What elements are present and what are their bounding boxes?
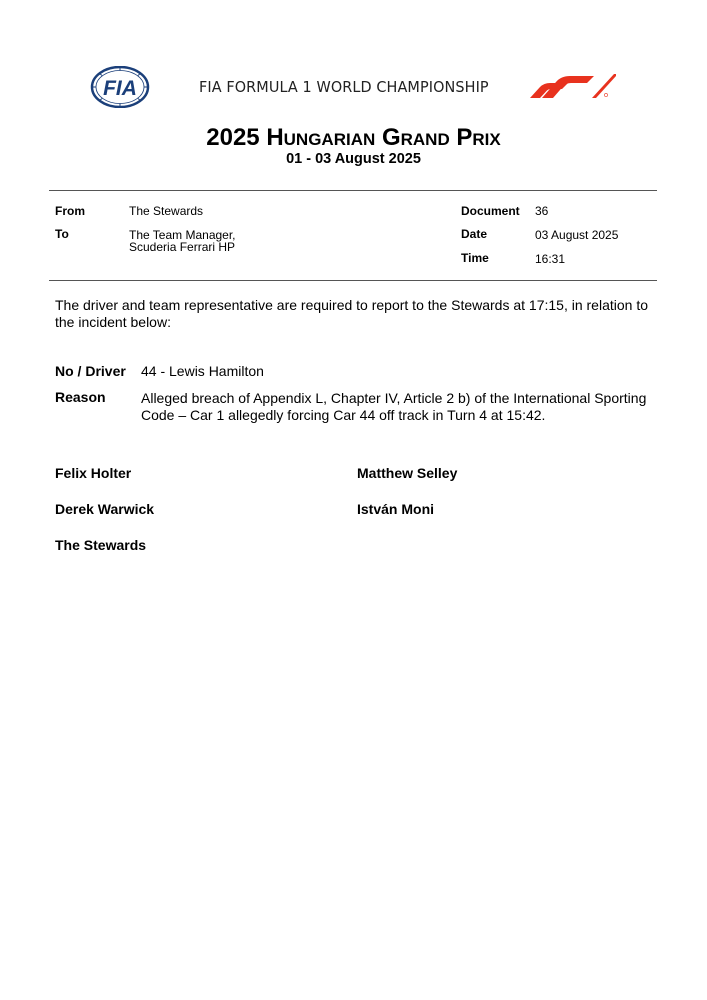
to-value-line1: The Team Manager, xyxy=(129,228,236,242)
intro-paragraph: The driver and team representative are required to report to the Stewards at 17:15, in relation to the incident below: xyxy=(55,297,648,330)
bottom-divider xyxy=(49,280,657,281)
date-label: Date xyxy=(461,227,488,241)
driver-label: No / Driver xyxy=(55,363,126,379)
date-value: 03 August 2025 xyxy=(535,228,619,242)
top-divider xyxy=(49,190,657,191)
event-title: 2025 Hungarian Grand Prix xyxy=(206,124,501,151)
steward-name: István Moni xyxy=(357,501,435,517)
reason-value: Alleged breach of Appendix L, Chapter IV, Article 2 b) of the International Sporting Code – Car 1 allegedly forcing Car 44 off track in Turn 4 at 15:42. xyxy=(141,390,647,423)
reason-label: Reason xyxy=(55,389,106,405)
document-label: Document xyxy=(461,204,520,218)
document-value: 36 xyxy=(535,204,549,218)
time-value: 16:31 xyxy=(535,252,566,266)
from-label: From xyxy=(55,204,85,218)
fia-logo-text: FIA xyxy=(103,77,137,100)
time-label: Time xyxy=(461,251,489,265)
f1-logo-icon xyxy=(530,74,616,98)
steward-name: Derek Warwick xyxy=(55,501,155,517)
to-label: To xyxy=(55,227,69,241)
to-value-line2: Scuderia Ferrari HP xyxy=(129,240,236,254)
steward-name: Matthew Selley xyxy=(357,465,458,481)
event-dates: 01 - 03 August 2025 xyxy=(286,151,421,167)
steward-name: Felix Holter xyxy=(55,465,132,481)
stewards-footer: The Stewards xyxy=(55,537,147,553)
championship-title: FIA FORMULA 1 WORLD CHAMPIONSHIP xyxy=(199,78,489,96)
fia-logo-icon xyxy=(90,66,150,108)
driver-value: 44 - Lewis Hamilton xyxy=(141,363,264,379)
from-value: The Stewards xyxy=(129,204,204,218)
